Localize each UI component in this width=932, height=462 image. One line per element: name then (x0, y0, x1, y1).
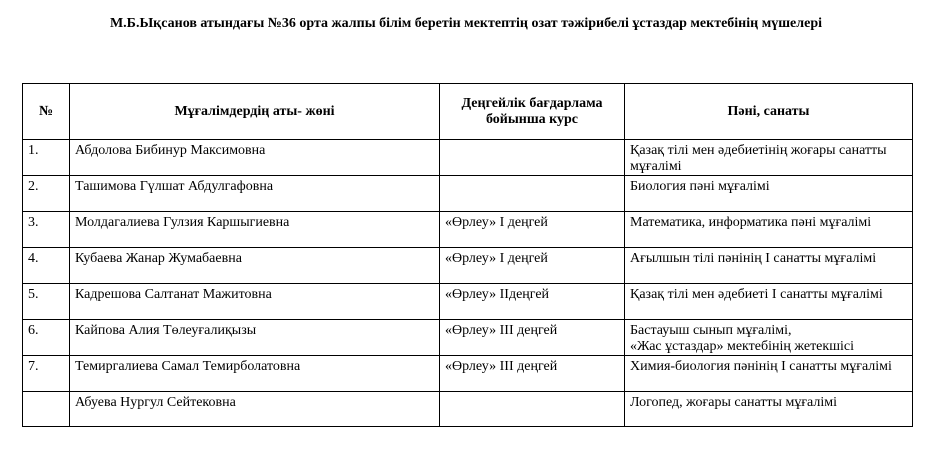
cell-number: 7. (23, 356, 70, 392)
table-row (23, 212, 913, 248)
cell-number: 6. (23, 320, 70, 356)
cell-name: Абуева Нургул Сейтековна (70, 392, 440, 427)
cell-subject: Химия-биология пәнінің І санатты мұғалімі (625, 356, 913, 392)
cell-subject: Математика, информатика пәні мұғалімі (625, 212, 913, 248)
cell-subject: Логопед, жоғары санатты мұғалімі (625, 392, 913, 427)
table-row (23, 392, 913, 427)
document-title: М.Б.Ықсанов атындағы №36 орта жалпы білім беретін мектептің озат тәжірибелі ұстаздар мектебінің мүшелері (109, 16, 823, 31)
cell-name: Кадрешова Салтанат Мажитовна (70, 284, 440, 320)
cell-subject: Биология пәні мұғалімі (625, 176, 913, 212)
header-number: № (23, 84, 70, 140)
cell-course (440, 140, 625, 176)
cell-name: Темиргалиева Самал Темирболатовна (70, 356, 440, 392)
table-row (23, 284, 913, 320)
cell-name: Ташимова Гүлшат Абдулгафовна (70, 176, 440, 212)
cell-number: 3. (23, 212, 70, 248)
table-row (23, 320, 913, 356)
cell-number: 4. (23, 248, 70, 284)
cell-name: Кубаева Жанар Жумабаевна (70, 248, 440, 284)
table-row (23, 140, 913, 176)
cell-course: «Өрлеу» І деңгей (440, 248, 625, 284)
header-course: Деңгейлік бағдарлама бойынша курс (440, 84, 625, 140)
cell-course: «Өрлеу» ІІІ деңгей (440, 320, 625, 356)
cell-course: «Өрлеу» ІІІ деңгей (440, 356, 625, 392)
cell-course: «Өрлеу» І деңгей (440, 212, 625, 248)
cell-name: Кайпова Алия Төлеуғалиқызы (70, 320, 440, 356)
cell-course (440, 392, 625, 427)
cell-number (23, 392, 70, 427)
cell-course: «Өрлеу» ІІдеңгей (440, 284, 625, 320)
table-row (23, 248, 913, 284)
cell-name: Абдолова Бибинур Максимовна (70, 140, 440, 176)
teachers-table (22, 83, 913, 427)
cell-number: 1. (23, 140, 70, 176)
table-row (23, 356, 913, 392)
cell-subject: Ағылшын тілі пәнінің І санатты мұғалімі (625, 248, 913, 284)
table-row (23, 176, 913, 212)
cell-subject: Бастауыш сынып мұғалімі, «Жас ұстаздар» мектебінің жетекшісі (625, 320, 913, 356)
cell-subject: Қазақ тілі мен әдебиетінің жоғары санатты мұғалімі (625, 140, 913, 176)
table-header-row (23, 84, 913, 140)
header-name: Мұғалімдердің аты- жөні (70, 84, 440, 140)
cell-number: 2. (23, 176, 70, 212)
cell-course (440, 176, 625, 212)
cell-name: Молдагалиева Гулзия Каршыгиевна (70, 212, 440, 248)
cell-number: 5. (23, 284, 70, 320)
header-subject: Пәні, санаты (625, 84, 913, 140)
cell-subject: Қазақ тілі мен әдебиеті І санатты мұғалімі (625, 284, 913, 320)
